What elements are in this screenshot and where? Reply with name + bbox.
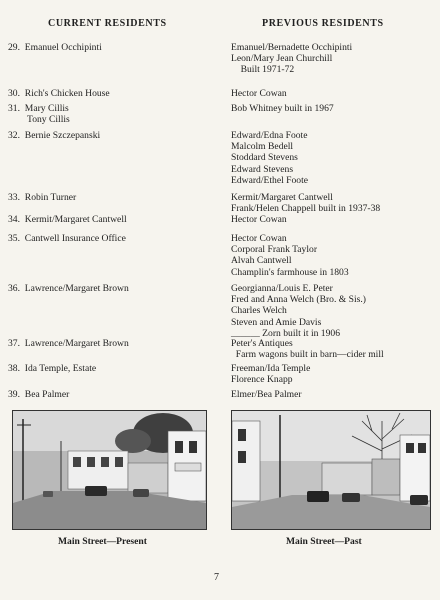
current-resident-line: 34. Kermit/Margaret Cantwell — [8, 214, 127, 225]
previous-resident-line: Hector Cowan — [231, 88, 287, 99]
current-resident-entry — [8, 233, 223, 244]
previous-resident-entry — [231, 389, 436, 400]
previous-resident-line: Emanuel/Bernadette Occhipinti — [231, 42, 353, 53]
previous-resident-line: Florence Knapp — [231, 374, 293, 386]
current-resident-line: 29. Emanuel Occhipinti — [8, 42, 102, 53]
previous-resident-line: ______ Zorn built it in 1906 — [231, 327, 340, 339]
current-resident-entry — [8, 88, 223, 99]
current-resident-entry — [8, 192, 223, 203]
previous-residents-header: PREVIOUS RESIDENTS — [262, 18, 384, 29]
previous-resident-line: Elmer/Bea Palmer — [231, 389, 302, 400]
current-resident-entry — [8, 338, 223, 349]
past-photo-caption: Main Street—Past — [286, 536, 362, 547]
previous-resident-line: Hector Cowan — [231, 214, 287, 225]
previous-resident-line: Peter's Antiques — [231, 338, 293, 349]
current-resident-entry — [8, 283, 223, 294]
previous-resident-entry — [231, 103, 436, 114]
previous-resident-line: Frank/Helen Chappell built in 1937-38 — [231, 203, 381, 215]
previous-resident-line: Stoddard Stevens — [231, 152, 298, 164]
previous-resident-line: Fred and Anna Welch (Bro. & Sis.) — [231, 294, 366, 306]
previous-resident-entry — [231, 338, 436, 360]
previous-resident-line: Edward/Ethel Foote — [231, 174, 308, 186]
current-resident-entry — [8, 214, 223, 225]
current-resident-line: Tony Cillis — [8, 114, 70, 126]
current-resident-entry — [8, 103, 223, 125]
previous-resident-line: Edward/Edna Foote — [231, 130, 308, 141]
current-resident-line: 38. Ida Temple, Estate — [8, 363, 97, 374]
previous-resident-line: Edward Stevens — [231, 163, 294, 175]
current-resident-entry — [8, 389, 223, 400]
previous-resident-entry — [231, 283, 436, 339]
current-resident-line: 30. Rich's Chicken House — [8, 88, 110, 99]
previous-resident-line: Charles Welch — [231, 305, 287, 317]
previous-resident-entry — [231, 42, 436, 76]
previous-resident-line: Corporal Frank Taylor — [231, 244, 318, 256]
previous-resident-entry — [231, 214, 436, 225]
current-residents-header: CURRENT RESIDENTS — [48, 18, 167, 29]
previous-resident-entry — [231, 363, 436, 385]
previous-resident-entry — [231, 192, 436, 214]
previous-resident-line: Champlin's farmhouse in 1803 — [231, 266, 349, 278]
present-photo-caption: Main Street—Present — [58, 536, 147, 547]
previous-resident-line: Steven and Amie Davis — [231, 316, 322, 328]
previous-resident-line: Farm wagons built in barn—cider mill — [231, 349, 384, 361]
previous-resident-line: Leon/Mary Jean Churchill — [231, 53, 333, 65]
previous-resident-entry — [231, 130, 436, 186]
previous-resident-entry — [231, 233, 436, 278]
previous-resident-line: Bob Whitney built in 1967 — [231, 103, 334, 114]
previous-resident-line: Kermit/Margaret Cantwell — [231, 192, 333, 203]
previous-resident-line: Alvah Cantwell — [231, 255, 292, 267]
previous-resident-entry — [231, 88, 436, 99]
current-resident-line: 39. Bea Palmer — [8, 389, 70, 400]
previous-resident-line: Malcolm Bedell — [231, 141, 294, 153]
main-street-present-photo — [12, 410, 207, 530]
page-number: 7 — [214, 572, 219, 583]
main-street-past-photo — [231, 410, 431, 530]
previous-resident-line: Georgianna/Louis E. Peter — [231, 283, 333, 294]
current-resident-line: 33. Robin Turner — [8, 192, 77, 203]
current-resident-entry — [8, 130, 223, 141]
current-resident-entry — [8, 42, 223, 53]
current-resident-entry — [8, 363, 223, 374]
current-resident-line: 32. Bernie Szczepanski — [8, 130, 101, 141]
previous-resident-line: Built 1971-72 — [231, 64, 295, 76]
current-resident-line: 31. Mary Cillis — [8, 103, 69, 114]
previous-resident-line: Hector Cowan — [231, 233, 287, 244]
current-resident-line: 36. Lawrence/Margaret Brown — [8, 283, 129, 294]
current-resident-line: 35. Cantwell Insurance Office — [8, 233, 126, 244]
previous-resident-line: Freeman/Ida Temple — [231, 363, 311, 374]
current-resident-line: 37. Lawrence/Margaret Brown — [8, 338, 129, 349]
